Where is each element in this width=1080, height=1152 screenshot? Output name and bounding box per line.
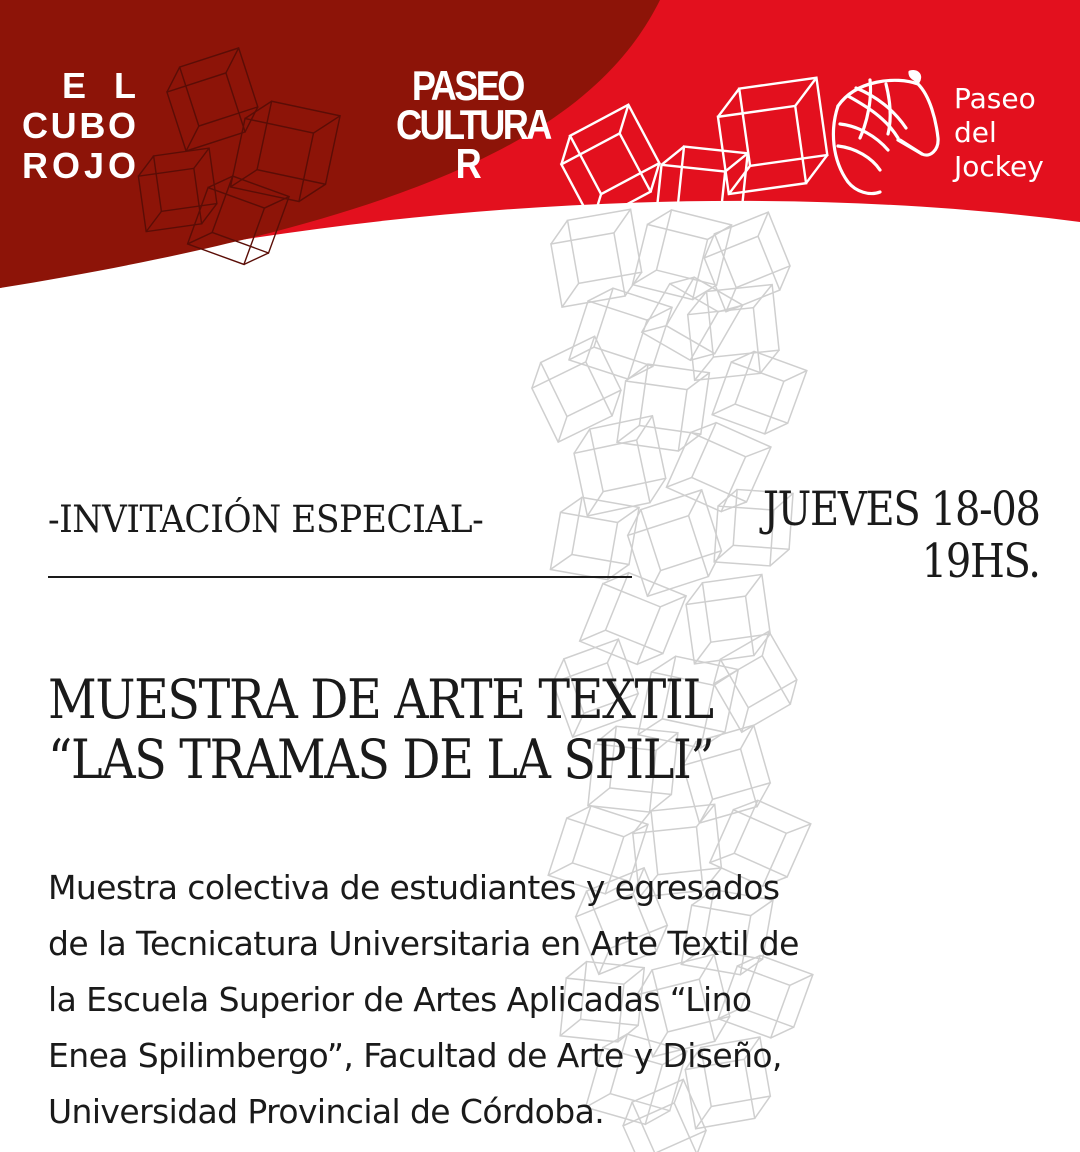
- logo-letter: U: [50, 105, 77, 146]
- cube-edge: [220, 48, 245, 73]
- cube-face: [574, 440, 650, 516]
- cube-edge: [550, 416, 576, 442]
- cube-outline: [551, 105, 669, 223]
- cube-face: [532, 362, 612, 442]
- cube-face: [686, 596, 754, 664]
- cube-outline: [547, 209, 645, 307]
- logo-line: R: [455, 140, 480, 187]
- cube-edge: [773, 266, 797, 290]
- cube-edge: [551, 136, 580, 165]
- cube-outline: [161, 48, 264, 151]
- event-date: JUEVES 18-08: [763, 482, 1040, 537]
- cube-face: [188, 188, 265, 265]
- cube-face: [712, 362, 784, 434]
- cube-face: [154, 148, 217, 211]
- cube-face: [257, 101, 340, 184]
- cube-edge: [731, 345, 754, 368]
- cube-face: [167, 73, 245, 151]
- cube-face: [632, 224, 707, 299]
- cube-edge: [784, 364, 807, 387]
- jockey-logo-line: del: [954, 116, 997, 149]
- event-time: 19HS.: [922, 534, 1040, 589]
- el-cubo-rojo-logo: [22, 66, 136, 186]
- cube-edge: [567, 800, 591, 824]
- cube-edge: [751, 285, 774, 308]
- cube-outline: [714, 78, 830, 194]
- cube-face: [568, 209, 642, 283]
- event-title: [48, 670, 713, 790]
- logo-letter: B: [79, 105, 106, 146]
- logo-line: CULTURA: [396, 101, 550, 148]
- paseo-del-jockey-logo: [826, 66, 1066, 196]
- paseo-cultural-logo: [396, 62, 550, 187]
- cube-face: [138, 168, 201, 231]
- cube-outline: [570, 416, 670, 516]
- cube-edge: [725, 151, 748, 174]
- cube-face: [702, 574, 770, 642]
- cube-edge: [743, 574, 765, 596]
- cube-edge: [626, 361, 648, 383]
- cube-edge: [588, 282, 613, 307]
- cube-edge: [682, 490, 708, 516]
- cube-face: [180, 48, 258, 126]
- cube-edge: [610, 105, 639, 134]
- cube-edge: [714, 544, 733, 563]
- cube-face: [569, 301, 647, 379]
- cube-edge: [244, 246, 269, 271]
- cube-edge: [180, 126, 205, 151]
- cube-outline: [230, 97, 340, 207]
- cube-edge: [144, 211, 164, 231]
- logo-letter: J: [83, 145, 104, 186]
- logo-letter: O: [107, 145, 136, 186]
- cube-edge: [660, 588, 686, 614]
- cube-face: [551, 233, 625, 307]
- logo-letter: C: [22, 105, 48, 146]
- cube-edge: [582, 194, 611, 223]
- cube-edge: [523, 363, 549, 389]
- invitation-label: -INVITACIÓN ESPECIAL-: [48, 498, 484, 541]
- event-description: Muestra colectiva de estudiantes y egresados de la Tecnicatura Universitaria en Arte Textil de la Escuela Superior de Artes Aplicadas “Lino Enea Spilimbergo”, Facultad de Arte y Diseño, Universidad Provincial de Córdoba.: [48, 868, 799, 1131]
- cube-edge: [666, 470, 691, 495]
- cube-edge: [683, 583, 705, 605]
- cube-edge: [751, 634, 773, 656]
- cube-edge: [714, 89, 742, 117]
- jockey-logo-line: Paseo: [954, 82, 1036, 115]
- cube-outline: [580, 565, 687, 672]
- horse-head-icon: [826, 66, 946, 196]
- cube-face: [212, 176, 289, 253]
- event-title-line: MUESTRA DE ARTE TEXTIL: [48, 668, 713, 731]
- cube-edge: [208, 170, 233, 195]
- cube-face: [718, 106, 806, 194]
- event-date-time: [763, 484, 1040, 588]
- cube-edge: [670, 268, 694, 292]
- logo-letter: O: [51, 145, 80, 186]
- cube-edge: [765, 417, 788, 440]
- cube-edge: [641, 163, 670, 192]
- cube-edge: [603, 565, 629, 591]
- cube-edge: [687, 370, 709, 392]
- cube-edge: [662, 144, 685, 167]
- cube-outline: [569, 282, 672, 385]
- cube-outline: [523, 336, 629, 442]
- event-title-line: “LAS TRAMAS DE LA SPILI”: [48, 728, 714, 791]
- cube-face: [739, 78, 827, 166]
- cube-edge: [690, 345, 714, 369]
- cube-edge: [725, 166, 753, 194]
- jockey-logo-line: Jockey: [954, 150, 1044, 183]
- cube-outline: [617, 361, 709, 453]
- cube-edge: [161, 67, 186, 92]
- cube-edge: [631, 811, 654, 834]
- logo-letter: R: [22, 145, 48, 186]
- cube-outline: [188, 170, 290, 272]
- cube-face: [655, 165, 725, 235]
- cube-face: [230, 118, 313, 201]
- cube-edge: [188, 226, 213, 251]
- cube-edge: [569, 341, 594, 366]
- divider-line: [48, 576, 632, 578]
- cube-face: [641, 490, 722, 571]
- logo-letter: O: [107, 105, 136, 146]
- cube-edge: [191, 148, 211, 168]
- cube-face: [590, 416, 666, 492]
- cube-face: [735, 351, 807, 423]
- logo-letter: L: [114, 65, 136, 106]
- cube-edge: [781, 680, 805, 704]
- cube-face: [541, 336, 621, 416]
- cube-face: [628, 516, 709, 597]
- cube-edge: [786, 816, 811, 841]
- cube-edge: [604, 390, 630, 416]
- cube-outline: [686, 285, 782, 381]
- logo-line: PASEO: [411, 62, 523, 109]
- cube-edge: [792, 78, 820, 106]
- cube-outline: [683, 574, 772, 663]
- cube-edge: [746, 439, 771, 464]
- logo-letter: E: [61, 65, 86, 106]
- cube-edge: [136, 156, 156, 176]
- cube-edge: [264, 190, 289, 215]
- cube-outline: [697, 212, 797, 312]
- cube-edge: [751, 212, 775, 236]
- cube-edge: [733, 708, 757, 732]
- cube-face: [550, 512, 617, 579]
- cube-edge: [712, 398, 735, 421]
